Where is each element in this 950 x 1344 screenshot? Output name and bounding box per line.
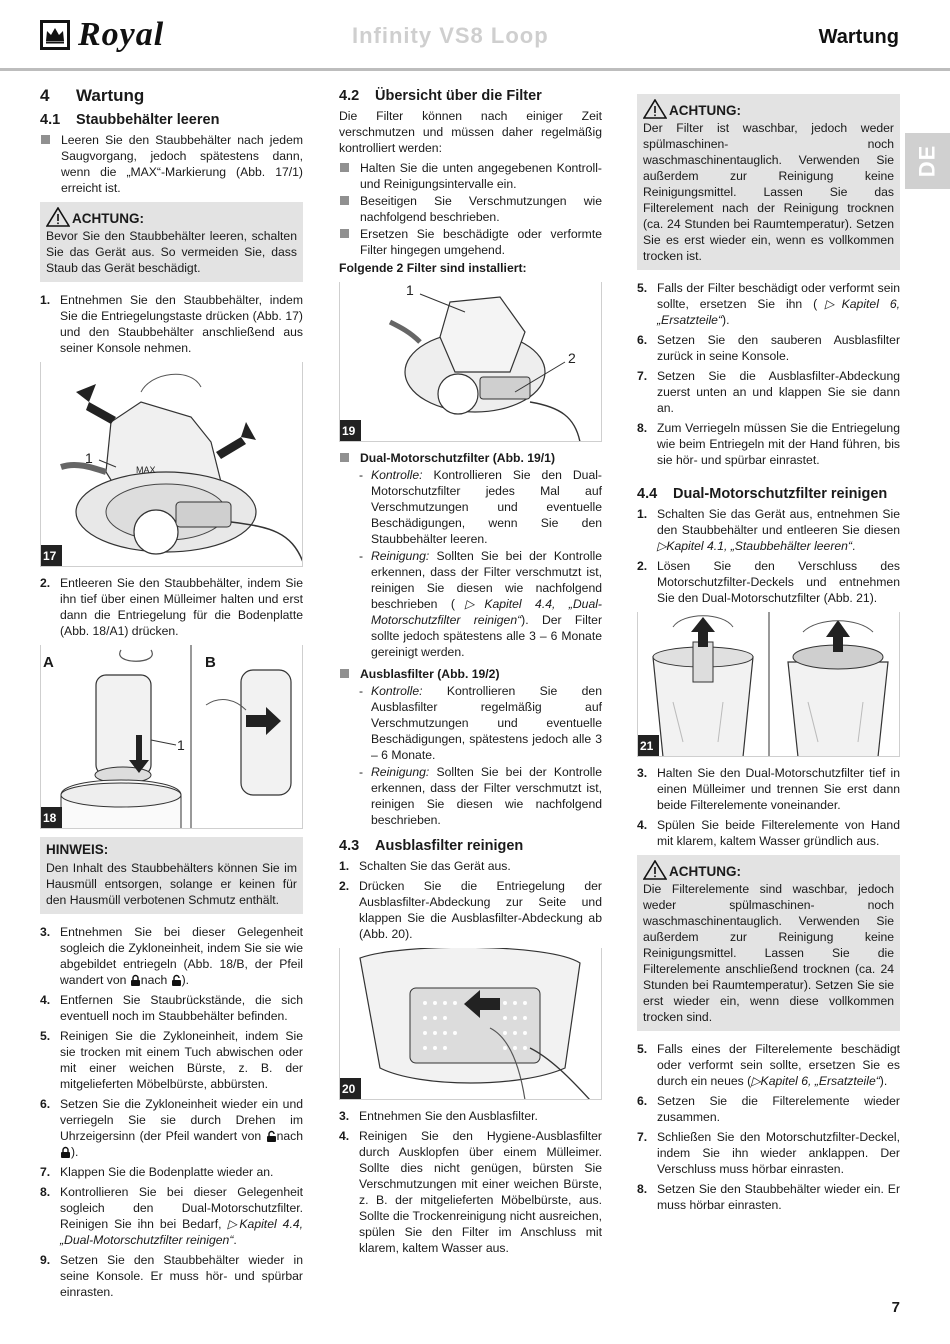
filter-check: - Kontrolle: Kontrollieren Sie den Dual-Motorschutzfilter jedes Mal auf Verschmutzungen und eventuelle Beschädigungen, wenn Sie den Staubbehälter leeren. [359,468,602,546]
language-tab: DE [905,133,950,189]
step-item: 9. Setzen Sie den Staubbehälter wieder in seine Konsole. Er muss hör- und spürbar einrasten. [40,1253,303,1299]
heading-4: 4 Wartung [40,86,145,105]
warning-box: ACHTUNG: Die Filterelemente sind waschbar, jedoch weder spülmaschinen- noch waschmaschinentauglich. Verwenden Sie außerdem zur Reinigung keine Reinigungsmittel. Lassen Sie die Filterelemente anschließend trocknen (ca. 24 Stunden bei Raumtemperatur). Setzen Sie sie erst wieder ein, wenn diese vollkommen trocken sind. [637,855,900,1031]
chapter-reference: ▷Kapitel 6, „Ersatzteile“ [751,1074,880,1088]
filter-clean: - Reinigung: Sollten Sie bei der Kontrolle erkennen, dass der Filter verschmutzt ist, reinigen Sie diesen wie nachfolgend beschrieben. [359,765,602,827]
figure-20 [339,948,602,1100]
heading-4-2: 4.2 Übersicht über die Filter [339,88,542,104]
filter-clean: - Reinigung: Sollten Sie bei der Kontrolle erkennen, dass der Filter verschmutzt ist, reinigen Sie diesen wie nachfolgend beschrieben (▷Kapitel 4.4, „Dual-Motorschutzfilter reinigen“). Der Filter sollte jedoch spätestens alle 3 – 6 Monate gereinigt werden. [359,549,603,659]
lock-open-icon [171,974,182,986]
step-item: 6. Setzen Sie die Filterelemente wieder zusammen. [637,1094,900,1124]
step-item: 8. Zum Verriegeln müssen Sie die Entriegelung wie beim Entriegeln mit der Hand führen, bis sie hör- und spürbar einrastet. [637,421,900,467]
callout-1: 1 [406,282,414,298]
lock-open-icon [266,1130,277,1142]
step-item: 1. Schalten Sie das Gerät aus. [339,859,511,873]
step-item: 4. Spülen Sie beide Filterelemente von Hand mit klarem, kaltem Wasser gründlich aus. [637,818,900,848]
figure-part-a: A [43,654,54,671]
warning-box: ACHTUNG: Bevor Sie den Staubbehälter leeren, schalten Sie das Gerät aus. So vermeiden Sie, dass Staub das Gerät beschädigt. [40,202,303,282]
filter-heading: Ausblasfilter (Abb. 19/2) [339,666,602,682]
bullet-item: Leeren Sie den Staubbehälter nach jedem Saugvorgang, jedoch spätestens dann, wenn die „MAX“-Markierung (Abb. 17/1) erreicht ist. [40,132,303,196]
step-item: 2. Lösen Sie den Verschluss des Motorschutzfilter-Deckels und entnehmen Sie den Dual-Motorschutzfilter (Abb. 21). [637,559,900,605]
brand-logo [40,16,165,53]
step-item: 7. Schließen Sie den Motorschutzfilter-Deckel, indem Sie ihn wieder anklappen. Der Verschluss muss hörbar einrasten. [637,1130,900,1176]
warning-icon [643,99,667,119]
figure-number: 18 [41,807,62,828]
paragraph: Die Filter können nach einiger Zeit verschmutzen und müssen daher regelmäßig kontrolliert werden: [339,109,602,155]
step-item: 2. Drücken Sie die Entriegelung der Ausblasfilter-Abdeckung zur Seite und klappen Sie die Ausblasfilter-Abdeckung ab (Abb. 20). [339,879,602,941]
heading-4-1: 4.1 Staubbehälter leeren [40,112,220,128]
step-item: 5. Falls eines der Filterelemente beschädigt oder verformt sein sollte, ersetzen Sie es durch ein neues (▷Kapitel 6, „Ersatzteile“). [637,1042,900,1088]
step-item: 2. Entleeren Sie den Staubbehälter, indem Sie ihn tief über einen Mülleimer halten und erst dann die Entriegelung für die Bodenplatte (Abb. 18/A1) drücken. [40,576,303,638]
figure-18 [40,645,303,829]
chapter-reference: ▷Kapitel 6, „Ersatzteile“ [657,297,900,327]
figure-number: 17 [41,545,62,566]
filter-heading: Dual-Motorschutzfilter (Abb. 19/1) [339,450,602,466]
step-item: 7. Klappen Sie die Bodenplatte wieder an. [40,1165,274,1179]
step-item: 5. Falls der Filter beschädigt oder verformt sein sollte, ersetzen Sie ihn (▷Kapitel 6, „Ersatzteile“). [637,281,900,327]
step-item: 8. Kontrollieren Sie bei dieser Gelegenheit sogleich den Dual-Motorschutzfilter. Reinigen Sie ihn bei Bedarf, ▷Kapitel 4.4, „Dual-Motorschutzfilter reinigen“. [40,1185,303,1247]
bullet-item: Halten Sie die unten angegebenen Kontroll- und Reinigungsintervalle ein. [339,160,602,192]
figure-part-b: B [205,654,216,671]
heading-4-3: 4.3 Ausblasfilter reinigen [339,838,524,854]
hint-box: HINWEIS: Den Inhalt des Staubbehälters können Sie im Hausmüll entsorgen, solange er keinen für den Hausmüll verbotenen Schmutz enthält. [40,837,303,914]
step-item: 8. Setzen Sie den Staubbehälter wieder ein. Er muss hörbar einrasten. [637,1182,900,1212]
model-name: Infinity VS8 Loop [352,23,549,48]
crown-icon [40,20,70,50]
step-item: 3. Entnehmen Sie den Ausblasfilter. [339,1109,538,1123]
chapter-reference: ▷Kapitel 4.1, „Staubbehälter leeren“ [657,539,853,553]
step-item: 6. Setzen Sie den sauberen Ausblasfilter zurück in seine Konsole. [637,333,900,363]
lock-closed-icon [130,974,141,986]
callout-1: 1 [85,450,93,466]
max-marking: MAX [136,465,156,475]
bullet-item: Ersetzen Sie beschädigte oder verformte Filter hingegen umgehend. [339,226,602,258]
chapter-reference: ▷Kapitel 4.4, „Dual-Motorschutzfilter reinigen“ [371,597,602,627]
paragraph: Folgende 2 Filter sind installiert: [339,261,527,275]
column-3 [637,94,900,1217]
warning-icon [643,860,667,880]
step-item: 3. Entnehmen Sie bei dieser Gelegenheit sogleich die Zykloneinheit, indem Sie sie wie abgebildet entriegeln (Abb. 18/B, der Pfeil wandert von nach ). [40,925,303,987]
lock-closed-icon [60,1146,71,1158]
column-2 [339,86,602,1260]
figure-number: 21 [638,735,659,756]
brand-name: Royal [78,16,165,53]
step-item: 5. Reinigen Sie die Zykloneinheit, indem Sie sie trocken mit einem Tuch abwischen oder mit einer weichen Bürste, z. B. der mitgelieferten Möbelbürste, abbürsten. [40,1029,303,1091]
callout-1: 1 [177,737,185,753]
figure-21 [637,612,900,757]
warning-icon [46,207,70,227]
page-number: 7 [891,1299,900,1316]
step-item: 4. Reinigen Sie den Hygiene-Ausblasfilter durch Ausklopfen über einem Mülleimer. Sollte dies nicht genügen, bürsten Sie Verschmutzungen mit einer weichen Bürste, z. B. der mitgelieferten Möbelbürste, aus. Sollte die Trockenreinigung nicht ausreichen, spülen Sie den Filter im Anschluss mit klarem, kaltem Wasser aus. [339,1129,602,1255]
warning-box: ACHTUNG: Der Filter ist waschbar, jedoch weder spülmaschinen- noch waschmaschinentauglich. Verwenden Sie außerdem zur Reinigung keine Reinigungsmittel. Lassen Sie das Filterelement nach der Reinigung trocknen (ca. 24 Stunden bei Raumtemperatur). Setzen Sie es erst wieder ein, wenn es vollkommen trocken ist. [637,94,900,270]
step-item: 7. Setzen Sie die Ausblasfilter-Abdeckung zuerst unten an und klappen Sie sie dann an. [637,369,900,415]
callout-2: 2 [568,350,576,366]
figure-number: 19 [340,420,361,441]
chapter-reference: ▷Kapitel 4.4, „Dual-Motorschutzfilter reinigen“ [60,1217,303,1247]
heading-4-4: 4.4 Dual-Motorschutzfilter reinigen [637,486,888,502]
figure-number: 20 [340,1078,361,1099]
bullet-item: Beseitigen Sie Verschmutzungen wie nachfolgend beschrieben. [339,193,602,225]
step-item: 6. Setzen Sie die Zykloneinheit wieder ein und verriegeln Sie sie durch Drehen im Uhrzeigersinn (der Pfeil wandert von nach ). [40,1097,304,1159]
filter-check: - Kontrolle: Kontrollieren Sie den Ausblasfilter regelmäßig auf Verschmutzungen und eventuelle Beschädigungen, spätestens jedoch alle 3 – 6 Monate. [359,684,602,762]
figure-17 [40,362,303,567]
header-divider [0,68,950,71]
step-item: 4. Entfernen Sie Staubrückstände, die sich eventuell noch im Staubbehälter befinden. [40,993,303,1023]
step-item: 1. Schalten Sie das Gerät aus, entnehmen Sie den Staubbehälter und entleeren Sie diesen ▷Kapitel 4.1, „Staubbehälter leeren“. [637,507,900,553]
step-item: 3. Halten Sie den Dual-Motorschutzfilter tief in einen Mülleimer und trennen Sie erst dann beide Filterelemente voneinander. [637,766,900,812]
column-1 [40,86,303,1304]
section-title: Wartung [818,26,899,48]
figure-19 [339,282,602,442]
page-header [0,0,950,72]
step-item: 1. Entnehmen Sie den Staubbehälter, indem Sie die Entriegelungstaste drücken (Abb. 17) und den Staubbehälter anschließend aus seiner Konsole nehmen. [40,293,303,355]
